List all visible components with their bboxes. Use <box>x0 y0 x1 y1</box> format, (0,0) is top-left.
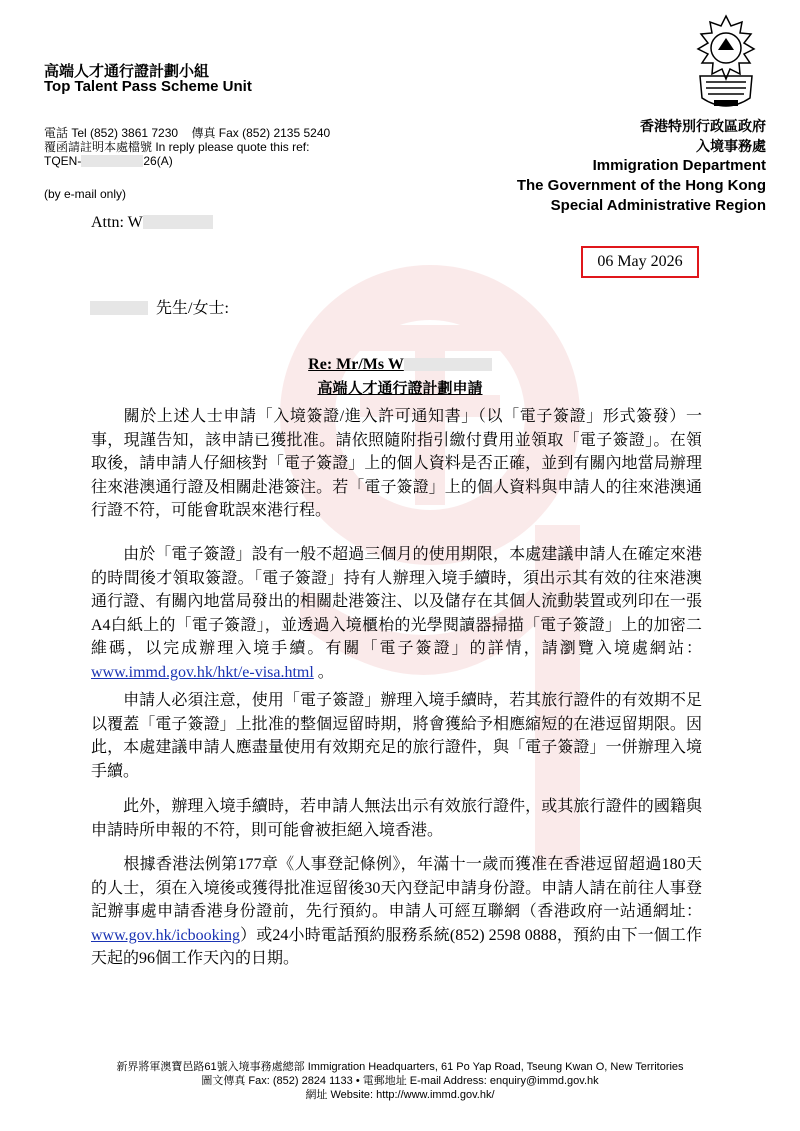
redacted-block <box>81 155 143 167</box>
government-name-english-line2: Special Administrative Region <box>550 197 766 214</box>
hksar-emblem-icon <box>684 14 768 114</box>
icbooking-link[interactable]: www.gov.hk/icbooking <box>91 926 241 944</box>
unit-name-english: Top Talent Pass Scheme Unit <box>44 78 252 95</box>
department-name-english: Immigration Department <box>592 157 766 174</box>
body-paragraph-4: 此外，辦理入境手續時，若申請人無法出示有效旅行證件，或其旅行證件的國籍與申請時所申報的不符，則可能會被拒絕入境香港。 <box>91 798 702 839</box>
footer-fax-email: 圖文傳真 Fax: (852) 2824 1133 • 電郵地址 E-mail Address: enquiry@immd.gov.hk <box>201 1075 599 1087</box>
body-paragraph-2: 由於「電子簽證」設有一般不超過三個月的使用期限，本處建議申請人在確定來港的時間後才領取簽證。「電子簽證」持有人辦理入境手續時，須出示其有效的往來港澳通行證、有關內地當局發出的相關赴港簽注、以及儲存在其個人流動裝置或列印在一張A4白紙上的「電子簽證」，並透過入境櫃枱的光學閱讀器掃描「電子簽證」上的加密二維碼，以完成辦理入境手續。有關「電子簽證」的詳情，請瀏覽入境處網站：www.immd.gov.hk/hkt/e-visa.html 。 <box>91 546 702 681</box>
body-paragraph-5: 根據香港法例第177章《人事登記條例》，年滿十一歲而獲准在香港逗留超過180天的人士，須在入境後或獲得批准逗留後30天內登記申請身份證。申請人請在前往人事登記辦事處申請香港身份證前，先行預約。申請人可經互聯網（香港政府一站通網址：www.gov.hk/icbooking）或24小時電話預約服務系統(852) 2598 0888，預約由下一個工作天起的96個工作天內的日期。 <box>91 856 702 967</box>
contact-block <box>44 126 330 168</box>
redacted-block <box>404 358 492 371</box>
reference-label: 覆函請註明本處檔號 In reply please quote this ref: <box>44 140 310 154</box>
reference-number: TQEN- 26(A) <box>44 154 173 168</box>
body-paragraph-1: 關於上述人士申請「入境簽證/進入許可通知書」（以「電子簽證」形式簽發）一事，現謹告知，該申請已獲批准。請依照隨附指引繳付費用並領取「電子簽證」。在領取後，請申請人仔細核對「電子簽證」上的個人資料是否正確，並到有關內地當局辦理往來港澳通行證及相關赴港簽注。若「電子簽證」上的個人資料與申請人的往來港澳通行證不符，可能會耽誤來港行程。 <box>91 408 702 519</box>
telephone: 電話 Tel (852) 3861 7230 <box>44 126 179 140</box>
government-name-chinese: 香港特別行政區政府 <box>640 118 766 134</box>
attention-line: Attn: W <box>91 214 213 232</box>
redacted-block <box>90 301 148 315</box>
footer-website: 網址 Website: http://www.immd.gov.hk/ <box>305 1089 495 1101</box>
unit-name-chinese: 高端人才通行證計劃小組 <box>44 63 210 80</box>
fax: 傳真 Fax (852) 2135 5240 <box>191 126 331 140</box>
delivery-method: (by e-mail only) <box>44 187 127 201</box>
footer <box>0 1060 800 1102</box>
department-block <box>517 116 766 216</box>
evisa-info-link[interactable]: www.immd.gov.hk/hkt/e-visa.html <box>91 663 314 681</box>
redacted-block <box>143 215 213 229</box>
footer-address: 新界將軍澳寶邑路61號入境事務處總部 Immigration Headquarters, 61 Po Yap Road, Tseung Kwan O, New Territories <box>116 1061 684 1073</box>
letter-date: 06 May 2026 <box>581 246 699 278</box>
government-name-english-line1: The Government of the Hong Kong <box>516 177 766 194</box>
body-paragraph-3: 申請人必須注意，使用「電子簽證」辦理入境手續時，若其旅行證件的有效期不足以覆蓋「電子簽證」上批准的整個逗留時期，將會獲給予相應縮短的在港逗留期限。因此，本處建議申請人應盡量使用有效期充足的旅行證件，與「電子簽證」一併辦理入境手續。 <box>91 692 702 780</box>
subject-reference: Re: Mr/Ms W <box>0 356 800 374</box>
subject-title: 高端人才通行證計劃申請 <box>317 381 483 397</box>
salutation: 先生/女士: <box>90 295 229 318</box>
department-name-chinese: 入境事務處 <box>696 138 766 154</box>
